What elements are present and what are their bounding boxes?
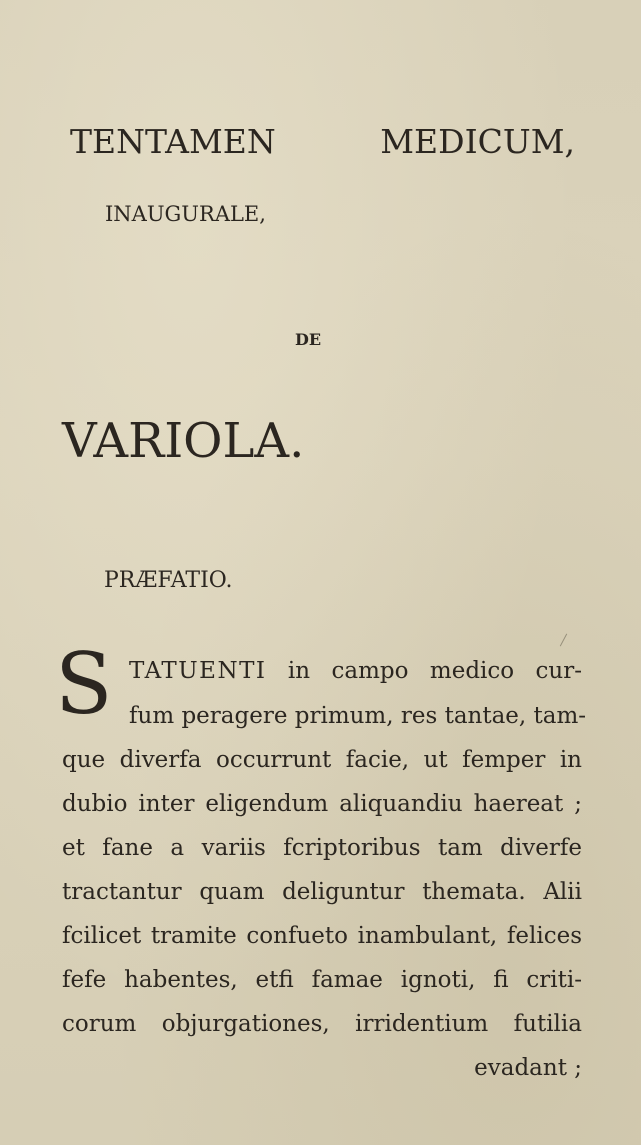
section-heading-praefatio [104, 568, 514, 593]
title-line-2: INAUGURALE, [105, 202, 266, 226]
title-de [295, 330, 335, 349]
first-word: TATUENTI [129, 658, 267, 684]
paragraph-line: corum objurgationes, irridentium futilia [62, 1011, 582, 1037]
title-line-1: TENTAMEN MEDICUM, [70, 122, 575, 161]
ink-mark [560, 634, 567, 647]
title-line-4: VARIOLA. [62, 413, 305, 469]
paragraph-line: tractantur quam deliguntur themata. Alii [62, 879, 582, 905]
paragraph-line: fum peragere primum, res tantae, tam- [129, 703, 587, 729]
paragraph-line: et fane a variis fcriptoribus tam diverfe [62, 835, 582, 861]
drop-cap: S [55, 635, 113, 733]
paragraph-line: fefe habentes, etfi famae ignoti, fi criti- [62, 967, 582, 993]
title-inaugurale [105, 202, 580, 226]
title-variola [62, 413, 587, 469]
paragraph-line-text: in campo medico cur- [266, 658, 582, 684]
title-line-3: DE [295, 330, 322, 349]
paragraph-line: fcilicet tramite confueto inambulant, felices [62, 923, 582, 949]
praefatio-label: PRÆFATIO. [104, 568, 233, 593]
title-tentamen-medicum [70, 122, 575, 161]
paragraph-line-last: evadant ; [474, 1055, 582, 1081]
paragraph-line: que diverfa occurrunt facie, ut femper in [62, 747, 582, 773]
paragraph-line: dubio inter eligendum aliquandiu haereat ; [62, 791, 582, 817]
paragraph-line [129, 656, 582, 686]
